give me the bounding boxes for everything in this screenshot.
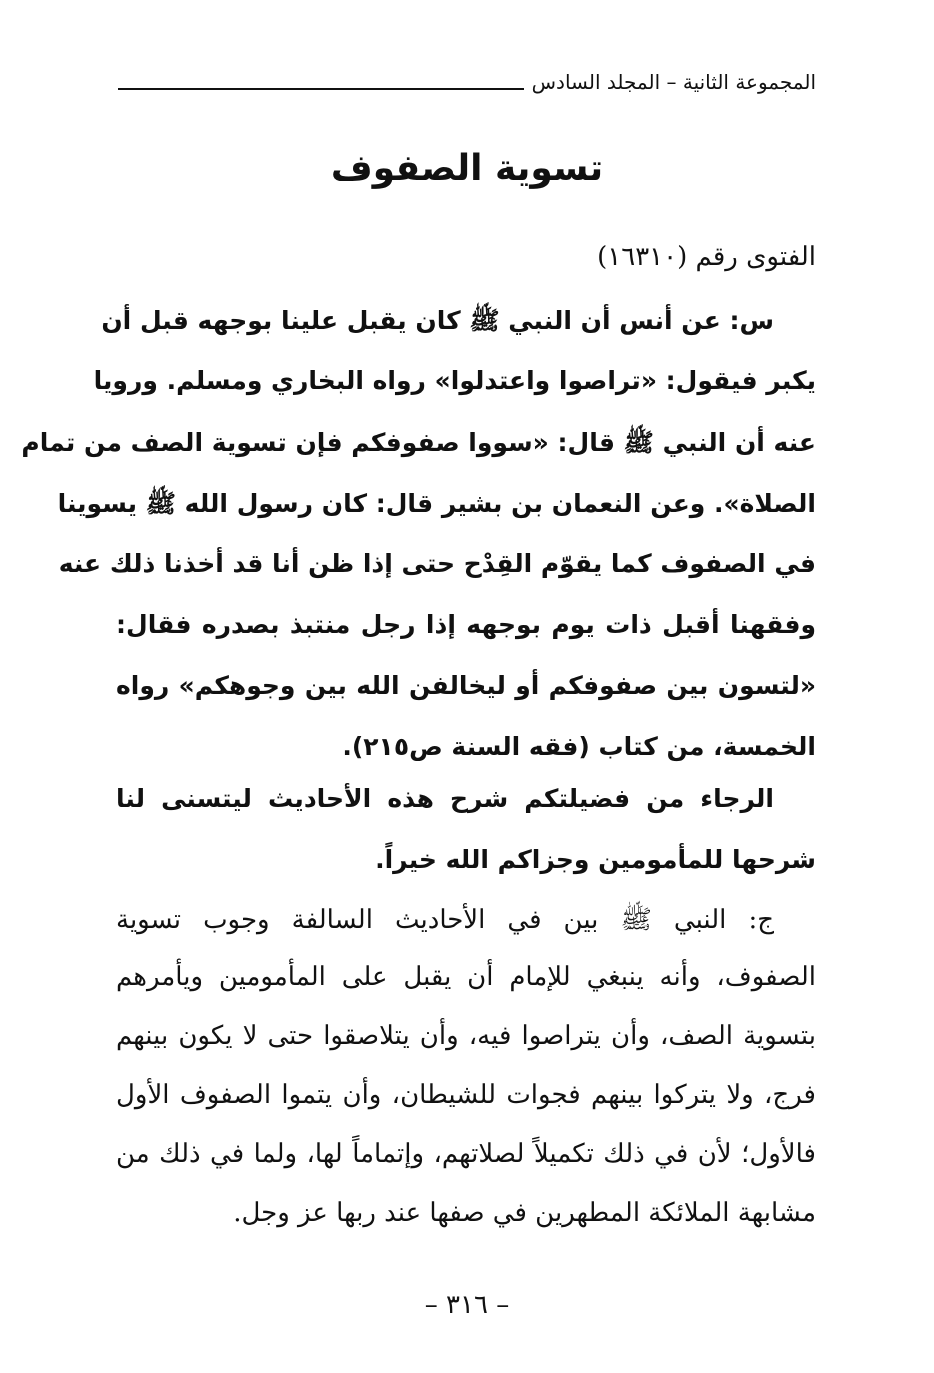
request-line: شرحها للمأمومين وجزاكم الله خيراً. bbox=[375, 845, 816, 874]
answer-line: مشابهة الملائكة المطهرين في صفها عند ربها عز وجل. bbox=[233, 1198, 816, 1228]
section-title: تسوية الصفوف bbox=[330, 148, 604, 189]
running-header bbox=[118, 62, 816, 102]
answer-line: بتسوية الصف، وأن يتراصوا فيه، وأن يتلاصقوا حتى لا يكون بينهم bbox=[116, 1021, 816, 1051]
answer-line: ج: النبي ﷺ بين في الأحاديث السالفة وجوب تسوية bbox=[116, 905, 774, 935]
running-title: المجموعة الثانية – المجلد السادس bbox=[531, 70, 816, 94]
question-line: الخمسة، من كتاب (فقه السنة ص٢١٥). bbox=[342, 732, 816, 761]
question-line: س: عن أنس أن النبي ﷺ كان يقبل علينا بوجهه قبل أن bbox=[101, 306, 774, 335]
question-line: في الصفوف كما يقوّم القِدْح حتى إذا ظن أنا قد أخذنا ذلك عنه bbox=[58, 549, 816, 578]
question-line: «لتسون بين صفوفكم أو ليخالفن الله بين وجوهكم» رواه bbox=[116, 671, 816, 700]
question-line: وفقهنا أقبل ذات يوم بوجهه إذا رجل منتبذ بصدره فقال: bbox=[116, 610, 816, 639]
page-number: – ٣١٦ – bbox=[424, 1290, 510, 1320]
answer-line: فالأول؛ لأن في ذلك تكميلاً لصلاتهم، وإتماماً لها، ولما في ذلك من bbox=[116, 1139, 816, 1169]
answer-line: فرج، ولا يتركوا بينهم فجوات للشيطان، وأن يتموا الصفوف الأول bbox=[116, 1080, 816, 1110]
request-line: الرجاء من فضيلتكم شرح هذه الأحاديث ليتسنى لنا bbox=[116, 784, 774, 813]
answer-line: الصفوف، وأنه ينبغي للإمام أن يقبل على المأمومين ويأمرهم bbox=[116, 962, 816, 992]
question-line: الصلاة». وعن النعمان بن بشير قال: كان رسول الله ﷺ يسوينا bbox=[57, 489, 816, 518]
header-rule bbox=[118, 88, 524, 90]
question-line: عنه أن النبي ﷺ قال: «سووا صفوفكم فإن تسوية الصف من تمام bbox=[21, 428, 816, 457]
fatwa-number: الفتوى رقم (١٦٣١٠) bbox=[597, 242, 816, 272]
question-line: يكبر فيقول: «تراصوا واعتدلوا» رواه البخاري ومسلم. ورويا bbox=[93, 366, 816, 395]
